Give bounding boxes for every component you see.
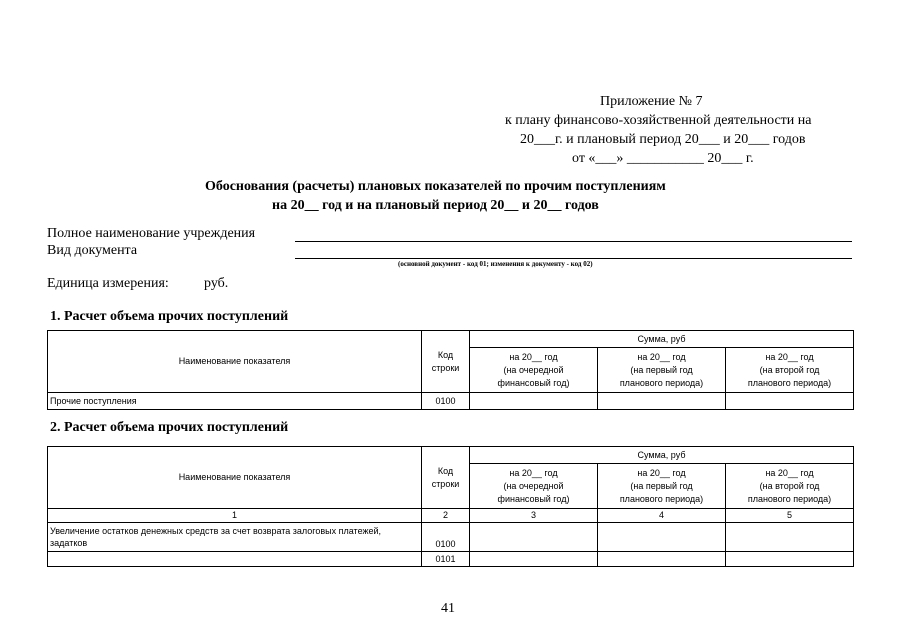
header-col3-line3: планового периода) — [747, 377, 832, 388]
doc-type-label: Вид документа — [47, 243, 138, 258]
header-col3-line1: на 20__ год — [765, 351, 814, 362]
column-number: 4 — [598, 509, 726, 523]
page-number: 41 — [441, 601, 455, 616]
row-value-cell[interactable] — [726, 393, 854, 410]
row-code: 0100 — [422, 393, 470, 410]
header-col-second-plan-year — [726, 348, 854, 393]
header-code-line1: Код — [437, 465, 454, 476]
header-col-current-year — [470, 464, 598, 509]
appendix-title: Приложение № 7 — [600, 94, 703, 109]
table-row — [48, 393, 854, 410]
header-col-current-year — [470, 348, 598, 393]
header-col2-line3: планового периода) — [619, 493, 704, 504]
header-col3-line2: (на второй год — [759, 364, 820, 375]
row-name: Прочие поступления — [48, 393, 422, 410]
appendix-date-line: от «___» ___________ 20___ г. — [572, 151, 754, 166]
appendix-plan-line: к плану финансово-хозяйственной деятельности на — [505, 113, 812, 128]
row-code: 0101 — [422, 552, 470, 567]
header-col-first-plan-year — [598, 348, 726, 393]
unit-value: руб. — [204, 276, 229, 291]
header-col-second-plan-year — [726, 464, 854, 509]
header-col3-line3: планового периода) — [747, 493, 832, 504]
unit-label: Единица измерения: — [47, 276, 169, 291]
column-number: 5 — [726, 509, 854, 523]
column-number-row — [48, 509, 854, 523]
row-value-cell[interactable] — [598, 393, 726, 410]
doc-type-line — [295, 258, 852, 259]
header-code-line2: строки — [431, 362, 460, 373]
table-row — [48, 552, 854, 567]
row-value-cell[interactable] — [726, 552, 854, 567]
header-sum: Сумма, руб — [470, 331, 854, 348]
doc-type-note: (основной документ - код 01; изменения к документу - код 02) — [398, 260, 593, 268]
column-number: 3 — [470, 509, 598, 523]
header-col2-line3: планового периода) — [619, 377, 704, 388]
header-indicator: Наименование показателя — [48, 331, 422, 393]
section2-title: 2. Расчет объема прочих поступлений — [50, 420, 289, 435]
header-col2-line2: (на первый год — [630, 364, 693, 375]
document-title: Обоснования (расчеты) плановых показателей по прочим поступлениям — [205, 179, 666, 194]
row-value-cell[interactable] — [598, 523, 726, 552]
header-col2-line1: на 20__ год — [637, 467, 686, 478]
institution-line — [295, 241, 852, 242]
row-name[interactable] — [48, 552, 422, 567]
header-col1-line3: финансовый год) — [497, 493, 570, 504]
section1-title: 1. Расчет объема прочих поступлений — [50, 309, 289, 324]
header-code-line1: Код — [437, 349, 454, 360]
section2-table — [47, 446, 854, 567]
row-value-cell[interactable] — [470, 552, 598, 567]
header-col1-line1: на 20__ год — [509, 467, 558, 478]
document-subtitle: на 20__ год и на плановый период 20__ и 20__ годов — [272, 198, 599, 213]
header-col2-line2: (на первый год — [630, 480, 693, 491]
header-code — [422, 447, 470, 509]
column-number: 2 — [422, 509, 470, 523]
column-number: 1 — [48, 509, 422, 523]
header-col1-line3: финансовый год) — [497, 377, 570, 388]
row-code: 0100 — [422, 523, 470, 552]
header-col1-line2: (на очередной — [503, 364, 564, 375]
row-value-cell[interactable] — [470, 523, 598, 552]
appendix-period-line: 20___г. и плановый период 20___ и 20___ годов — [520, 132, 806, 147]
header-sum: Сумма, руб — [470, 447, 854, 464]
header-col3-line1: на 20__ год — [765, 467, 814, 478]
header-indicator: Наименование показателя — [48, 447, 422, 509]
header-col3-line2: (на второй год — [759, 480, 820, 491]
row-value-cell[interactable] — [598, 552, 726, 567]
header-col1-line1: на 20__ год — [509, 351, 558, 362]
header-code — [422, 331, 470, 393]
header-code-line2: строки — [431, 478, 460, 489]
header-col1-line2: (на очередной — [503, 480, 564, 491]
section1-table — [47, 330, 854, 410]
header-col2-line1: на 20__ год — [637, 351, 686, 362]
row-name: Увеличение остатков денежных средств за счет возврата залоговых платежей, задатков — [48, 523, 422, 552]
row-value-cell[interactable] — [726, 523, 854, 552]
institution-label: Полное наименование учреждения — [47, 226, 256, 241]
row-value-cell[interactable] — [470, 393, 598, 410]
header-col-first-plan-year — [598, 464, 726, 509]
table-row — [48, 523, 854, 552]
